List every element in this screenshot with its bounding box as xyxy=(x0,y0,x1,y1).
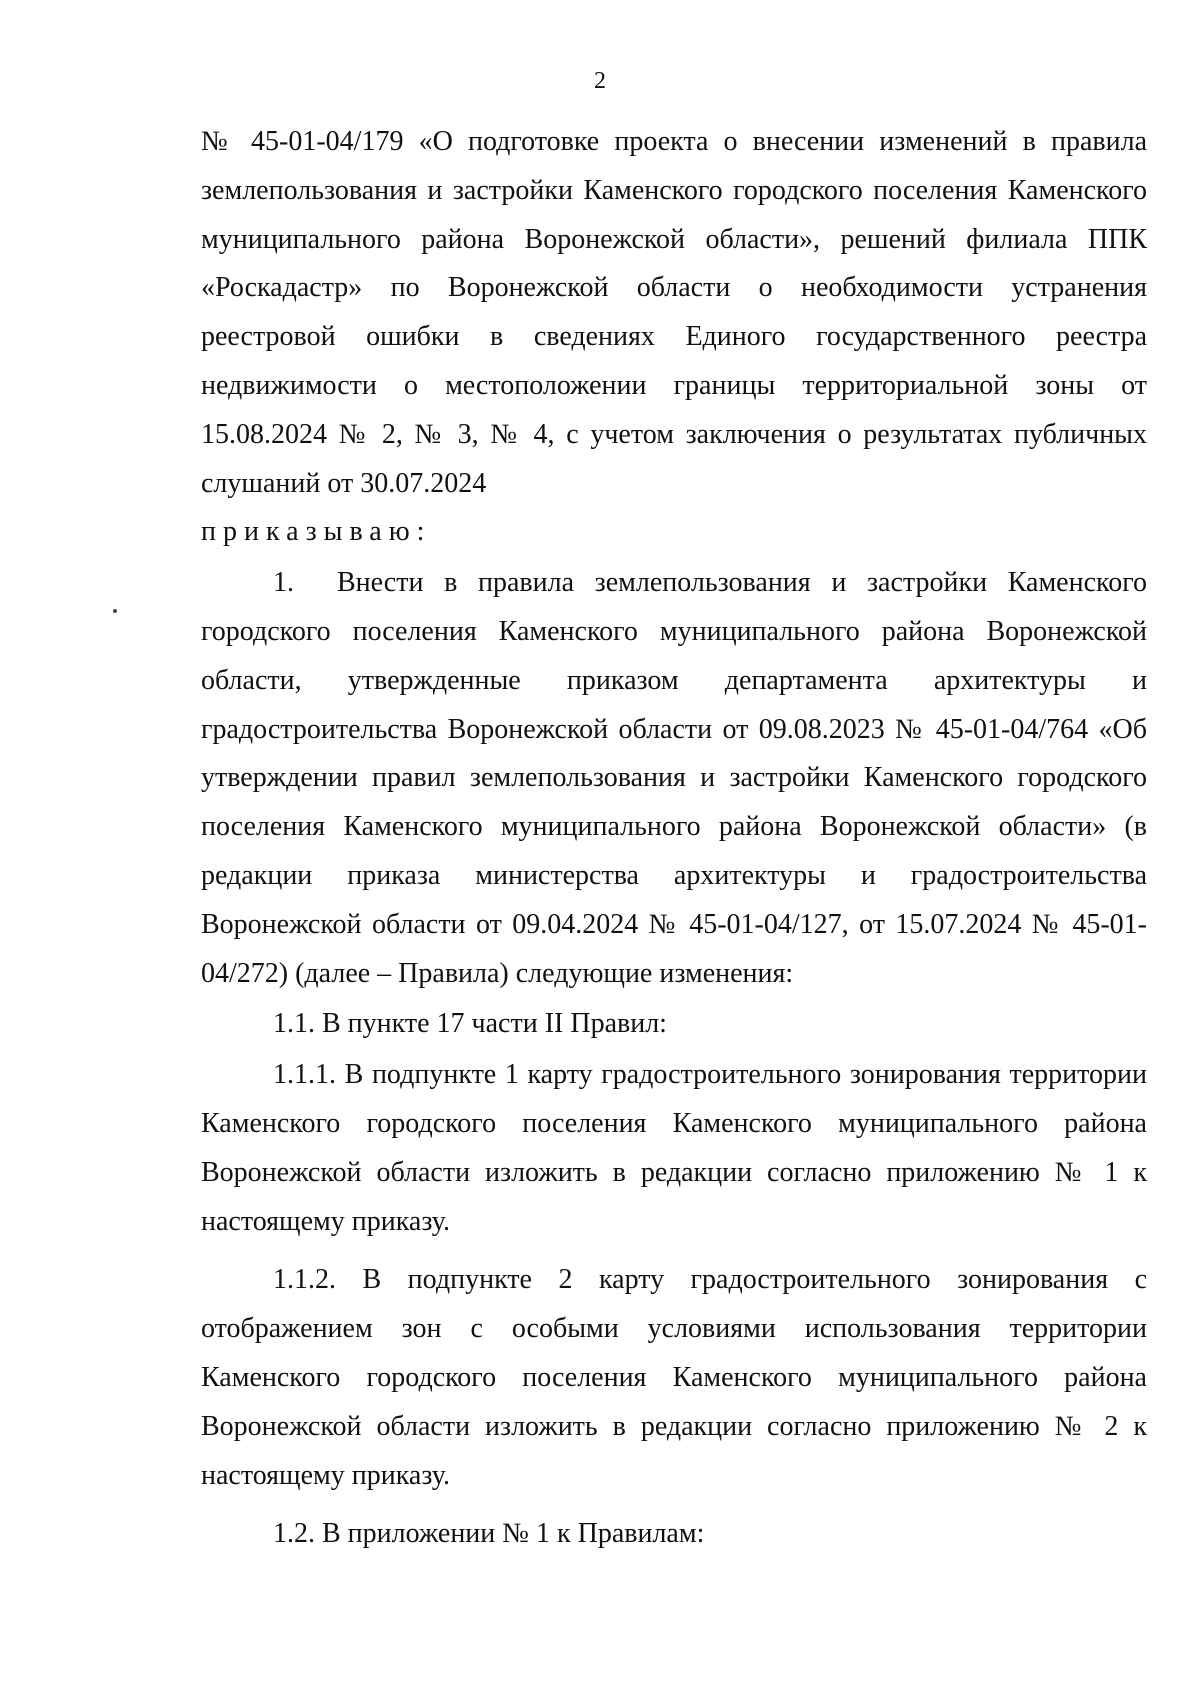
decree-word: приказываю: xyxy=(201,516,432,548)
intro-paragraph: № 45-01-04/179 «О подготовке проекта о внесении изменений в правила землепользования и застройки Каменского городского поселения Каменского муниципального района Воронежской области», решений филиала ППК «Роскадастр» по Воронежской области о необходимости устранения реестровой ошибки в сведениях Единого государственного реестра недвижимости о местоположении границы территориальной зоны от 15.08.2024 № 2, № 3, № 4, с учетом заключения о результатах публичных слушаний от 30.07.2024 xyxy=(201,126,1147,499)
item-1-1-2-paragraph: 1.1.2. В подпункте 2 карту градостроительного зонирования с отображением зон с особыми условиями использования территории Каменского городского поселения Каменского муниципального района Воронежской области изложить в редакции согласно приложению № 2 к настоящему приказу. xyxy=(201,1264,1147,1491)
item-1-1-1-paragraph: 1.1.1. В подпункте 1 карту градостроительного зонирования территории Каменского городского поселения Каменского муниципального района Воронежской области изложить в редакции согласно приложению № 1 к настоящему приказу. xyxy=(201,1059,1147,1237)
item-1-paragraph xyxy=(201,559,1147,998)
page-number: 2 xyxy=(594,68,606,94)
document-body xyxy=(201,118,1147,1559)
item-1-2-paragraph: 1.2. В приложении № 1 к Правилам: xyxy=(273,1518,705,1550)
scan-speck xyxy=(113,609,117,613)
item-1-1-paragraph: 1.1. В пункте 17 части II Правил: xyxy=(273,1008,667,1040)
item-1-number: 1. xyxy=(273,567,294,599)
item-1-text: Внести в правила землепользования и застройки Каменского городского поселения Каменского муниципального района Воронежской области, утвержденные приказом департамента архитектуры и градостроительства Воронежской области от 09.08.2023 № 45-01-04/764 «Об утверждении правил землепользования и застройки Каменского городского поселения Каменского муниципального района Воронежской области» (в редакции приказа министерства архитектуры и градостроительства Воронежской области от 09.04.2024 № 45-01-04/127, от 15.07.2024 № 45-01-04/272) (далее – Правила) следующие изменения: xyxy=(201,567,1147,989)
